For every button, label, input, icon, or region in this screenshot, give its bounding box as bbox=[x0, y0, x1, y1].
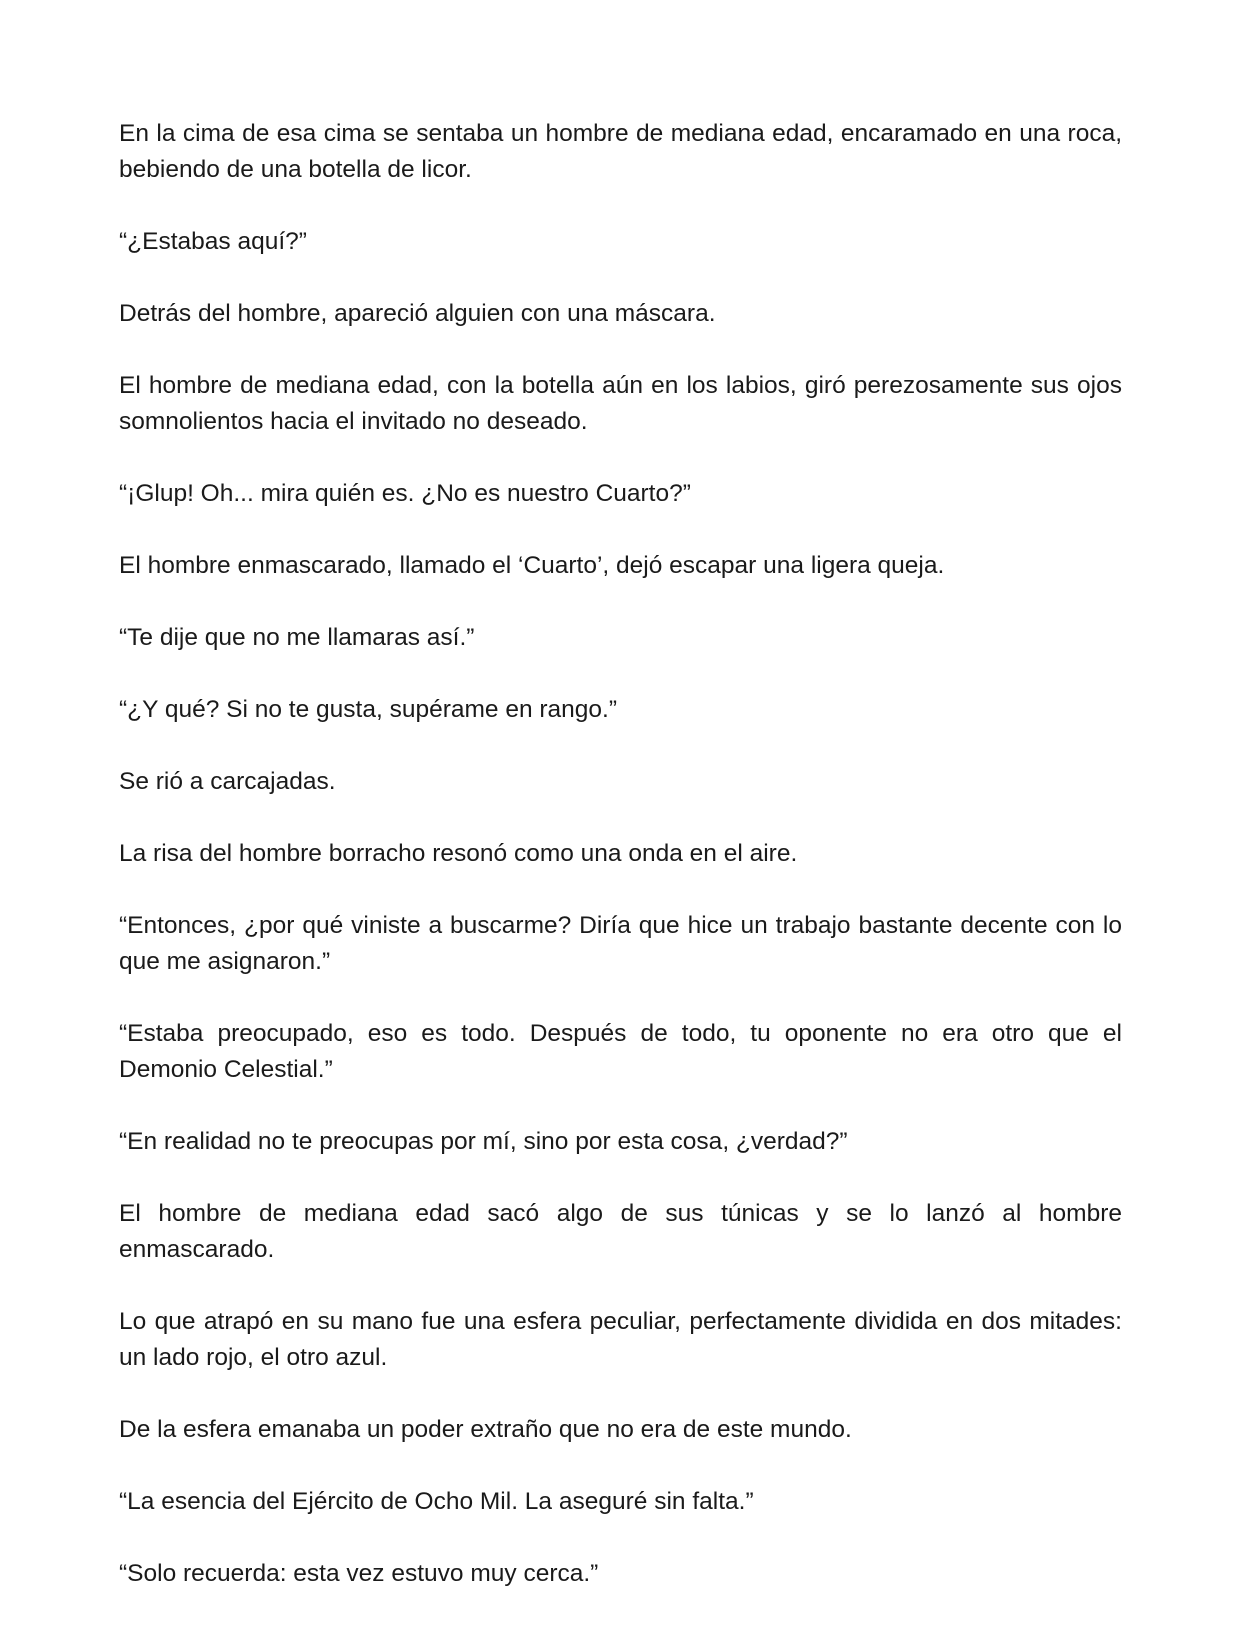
paragraph-16: De la esfera emanaba un poder extraño que no era de este mundo. bbox=[119, 1416, 852, 1443]
paragraph-10: La risa del hombre borracho resonó como una onda en el aire. bbox=[119, 840, 798, 867]
paragraph-15: Lo que atrapó en su mano fue una esfera peculiar, perfectamente dividida en dos mitades: un lado rojo, el otro azul. bbox=[119, 1308, 1122, 1371]
paragraph-5: “¡Glup! Oh... mira quién es. ¿No es nuestro Cuarto?” bbox=[119, 480, 691, 507]
paragraph-8: “¿Y qué? Si no te gusta, supérame en rango.” bbox=[119, 696, 618, 723]
paragraph-7: “Te dije que no me llamaras así.” bbox=[119, 624, 475, 651]
document-page bbox=[119, 116, 1122, 1628]
paragraph-3: Detrás del hombre, apareció alguien con una máscara. bbox=[119, 300, 716, 327]
paragraph-18: “Solo recuerda: esta vez estuvo muy cerca.” bbox=[119, 1560, 599, 1587]
paragraph-6: El hombre enmascarado, llamado el ‘Cuarto’, dejó escapar una ligera queja. bbox=[119, 552, 945, 579]
paragraph-4: El hombre de mediana edad, con la botella aún en los labios, giró perezosamente sus ojos somnolientos hacia el invitado no deseado. bbox=[119, 372, 1122, 435]
paragraph-17: “La esencia del Ejército de Ocho Mil. La aseguré sin falta.” bbox=[119, 1488, 754, 1515]
paragraph-1: En la cima de esa cima se sentaba un hombre de mediana edad, encaramado en una roca, bebiendo de una botella de licor. bbox=[119, 120, 1122, 183]
paragraph-11: “Entonces, ¿por qué viniste a buscarme? Diría que hice un trabajo bastante decente con lo que me asignaron.” bbox=[119, 912, 1122, 975]
paragraph-14: El hombre de mediana edad sacó algo de sus túnicas y se lo lanzó al hombre enmascarado. bbox=[119, 1200, 1122, 1263]
paragraph-9: Se rió a carcajadas. bbox=[119, 768, 336, 795]
paragraph-12: “Estaba preocupado, eso es todo. Después de todo, tu oponente no era otro que el Demonio Celestial.” bbox=[119, 1020, 1122, 1083]
paragraph-13: “En realidad no te preocupas por mí, sino por esta cosa, ¿verdad?” bbox=[119, 1128, 848, 1155]
paragraph-2: “¿Estabas aquí?” bbox=[119, 228, 307, 255]
